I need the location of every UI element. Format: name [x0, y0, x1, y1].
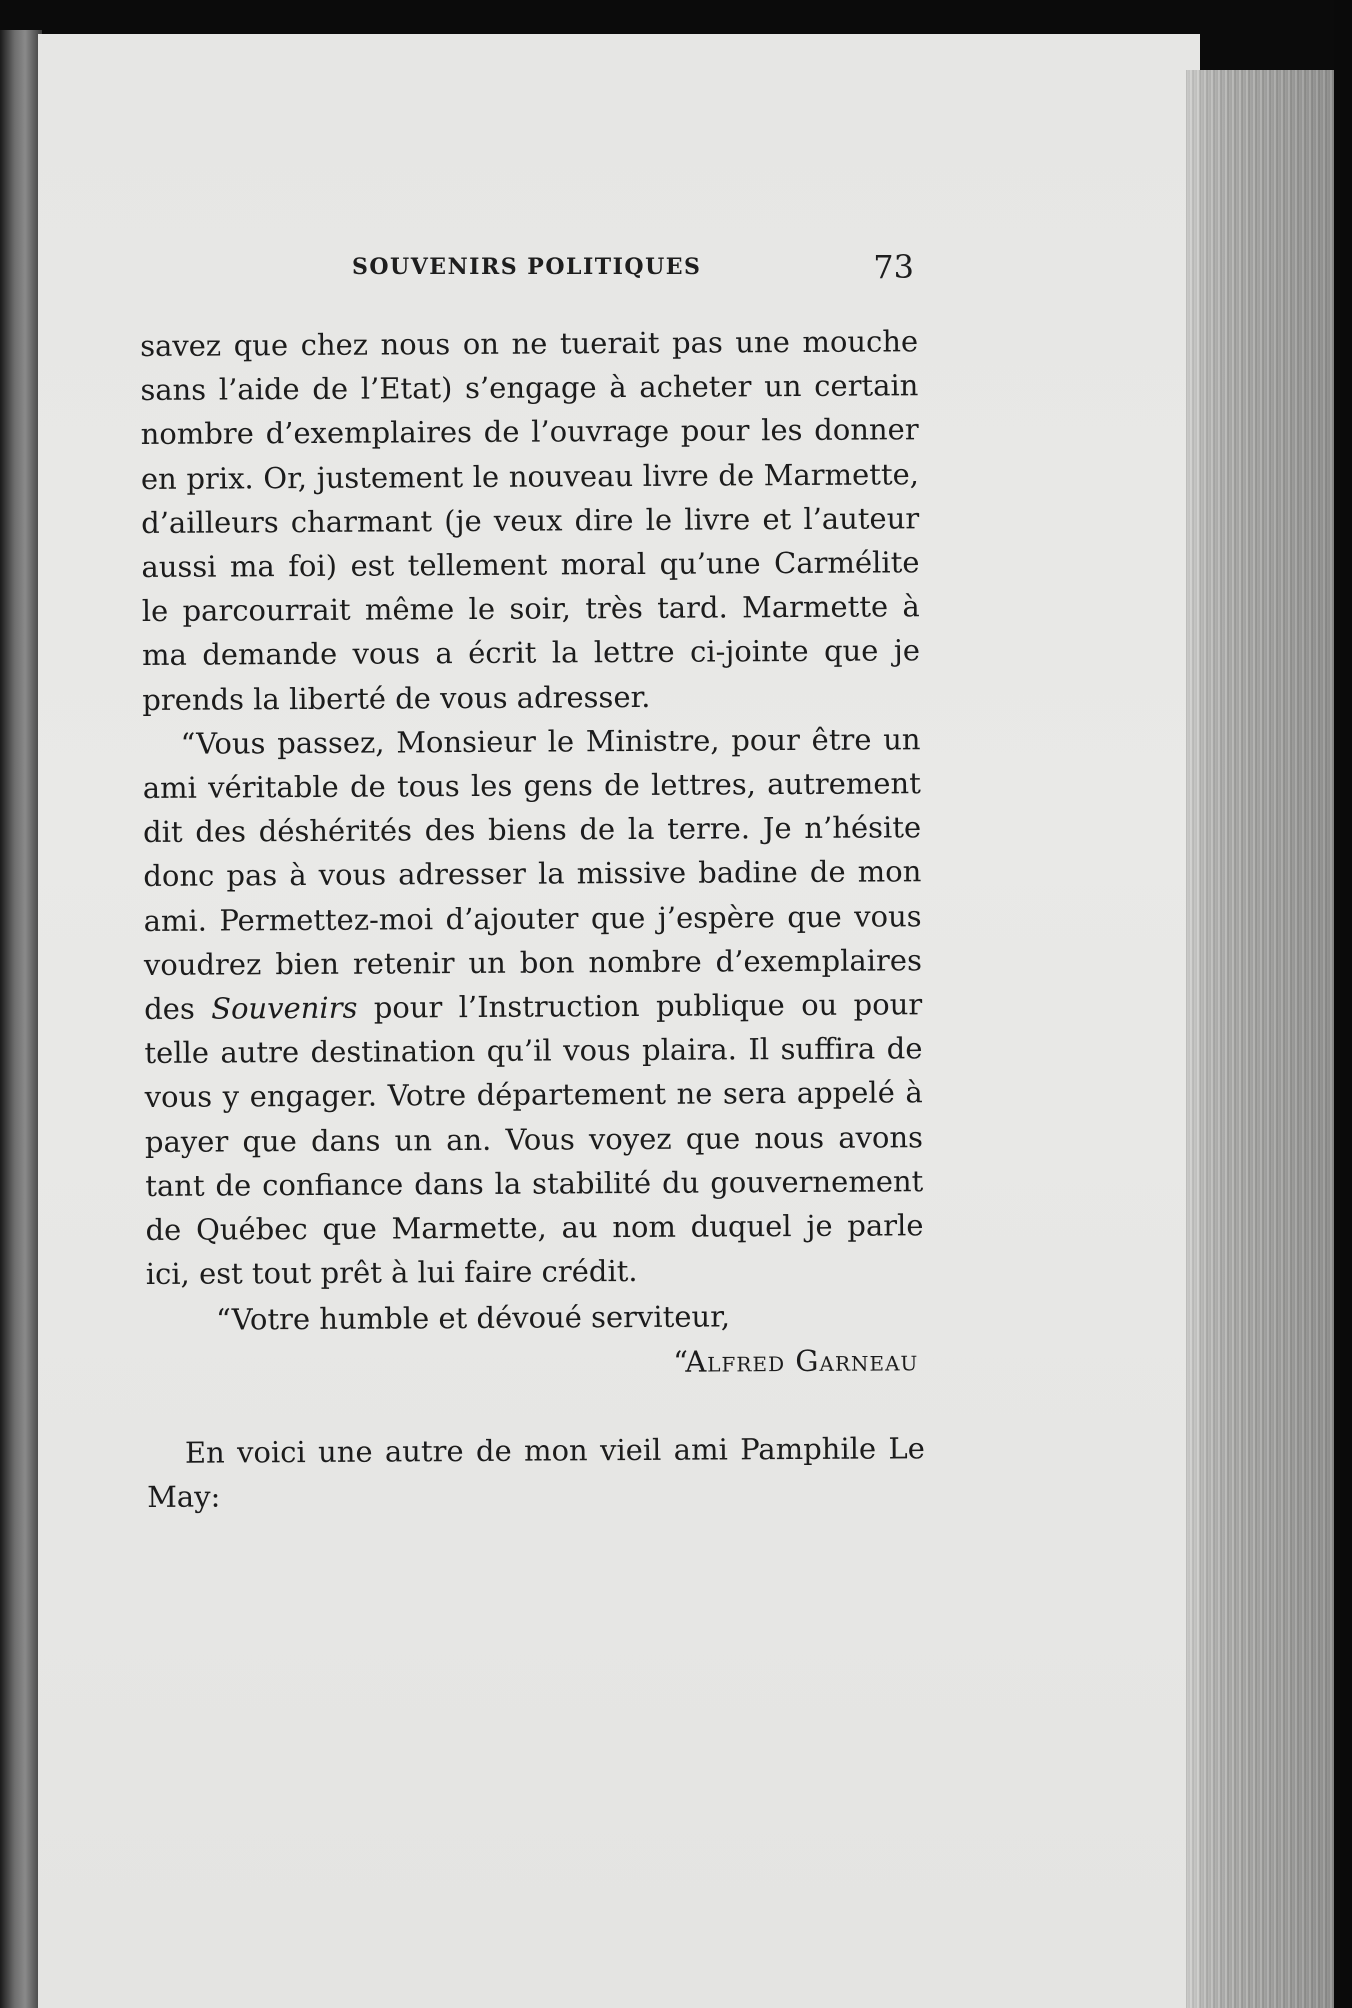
paragraph-1: savez que chez nous on ne tuerait pas une mouche sans l’aide de l’Etat) s’engage à acheter un certain nombre d’exemplaires de l’ouvrage pour les donner en prix. Or, justement le nouveau livre de Marmette, d’ailleurs charmant (je veux dire le livre et l’auteur aussi ma foi) est tellement moral qu’une Carmélite le parcourrait même le soir, très tard. Marmette à ma demande vous a écrit la lettre ci-jointe que je prends la liberté de vous adresser.: [140, 324, 921, 717]
letter-closing: “Votre humble et dévoué serviteur,: [215, 1299, 731, 1338]
paragraph-2: [142, 717, 923, 1296]
running-head: SOUVENIRS POLITIQUES: [352, 254, 702, 280]
page-body: [140, 319, 925, 1519]
page-header: [138, 248, 920, 292]
page-number: 73: [873, 248, 914, 286]
italic-title-souvenirs: Souvenirs: [211, 990, 358, 1026]
letter-signature: “Alfred Garneau: [673, 1342, 919, 1379]
previous-page-edge: [0, 30, 42, 2008]
book-fore-edge-shade: [1186, 70, 1334, 2008]
paragraph-2-text-end: pour l’Instruction publique ou pour telle autre destination qu’il vous plaira. Il suffira de vous y engager. Votre département ne sera appelé à payer que dans un an. Vous voyez que nous avons tant de confiance dans la stabilité du gouvernement de Québec que Marmette, au nom duquel je parle ici, est tout prêt à lui faire crédit.: [144, 987, 924, 1292]
paragraph-3: En voici une autre de mon vieil ami Pamphile Le May:: [147, 1431, 925, 1515]
paragraph-2-text-start: “Vous passez, Monsieur le Ministre, pour être un ami véritable de tous les gens de lettres, autrement dit des déshérités des biens de la terre. Je n’hésite donc pas à vous adresser la missive badine de mon ami. Permettez-moi d’ajouter que j’espère que vous voudrez bien retenir un bon nombre d’exemplaires des: [142, 722, 923, 1027]
scan-background-right: [1334, 0, 1352, 2008]
